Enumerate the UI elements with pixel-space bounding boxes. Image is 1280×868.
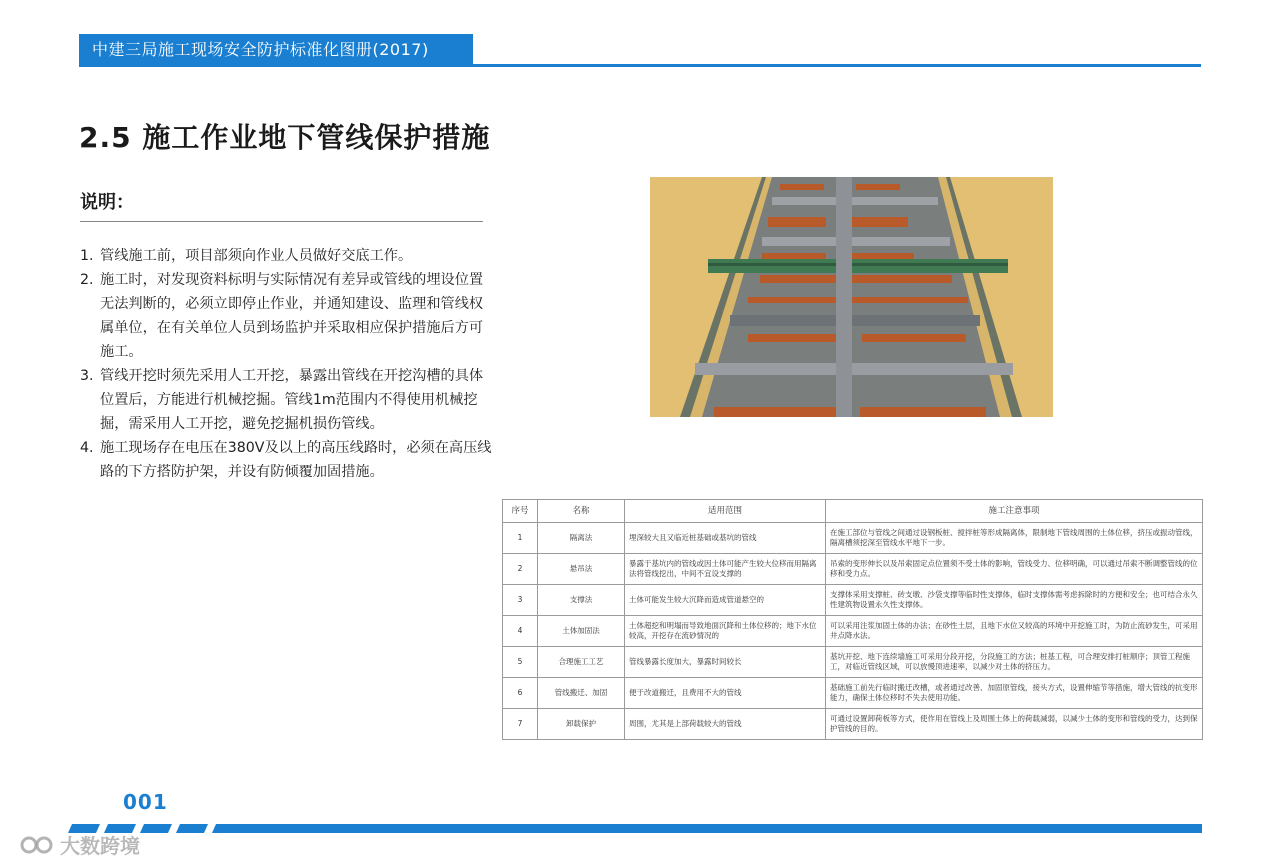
cell-number: 3 [503,585,538,616]
note-text: 管线开挖时须先采用人工开挖，暴露出管线在开挖沟槽的具体位置后，方能进行机械挖掘。管线1m范围内不得使用机械挖掘，需采用人工开挖，避免挖掘机损伤管线。 [100,368,484,432]
cell-scope: 土体超挖和明塌而导致地面沉降和土体位移的；地下水位较高，开挖存在流砂情况的 [625,616,826,647]
footer-bar [240,824,1202,833]
cell-scope: 暴露于基坑内的管线或因土体可能产生较大位移而用隔离法将管线挖出，中间不宜设支撑的 [625,554,826,585]
cell-name: 卸载保护 [538,709,625,740]
page-number: 001 [123,790,168,814]
section-subtitle: 说明： [80,192,134,213]
cell-name: 悬吊法 [538,554,625,585]
cell-number: 5 [503,647,538,678]
note-number: 4. [80,440,94,456]
note-item [80,268,492,364]
cell-notes: 在施工部位与管线之间通过设钢板桩、搅拌桩等形成隔离体，限制地下管线周围的土体位移，挤压或振动管线，隔离槽须挖深至管线水平地下一步。 [826,523,1203,554]
table-row [503,678,1203,709]
note-item [80,244,492,268]
measures-table [502,499,1203,740]
cell-number: 6 [503,678,538,709]
cell-scope: 管线暴露长度加大，暴露时间较长 [625,647,826,678]
cell-number: 4 [503,616,538,647]
col-header-number: 序号 [503,500,538,523]
col-header-name: 名称 [538,500,625,523]
header-rule [79,64,1201,67]
table-header-row [503,500,1203,523]
cell-notes: 可以采用注浆加固土体的办法；在砂性土层，且地下水位又较高的环境中开挖施工时，为防止流砂发生，可采用井点降水法。 [826,616,1203,647]
notes-list [80,244,492,484]
subtitle-divider [80,221,483,222]
cell-name: 合理施工工艺 [538,647,625,678]
cell-notes: 基坑开挖、地下连续墙施工可采用分段开挖，分段施工的方法；桩基工程，可合理安排打桩顺序；顶管工程施工，对临近管线区域，可以放慢顶进速率，以减少对土体的挤压力。 [826,647,1203,678]
cell-name: 土体加固法 [538,616,625,647]
cell-name: 管线搬迁、加固 [538,678,625,709]
table-row [503,554,1203,585]
col-header-scope: 适用范围 [625,500,826,523]
cell-notes: 支撑体采用支撑桩、砖支墩、沙袋支撑等临时性支撑体，临时支撑体需考虑拆除时的方便和安全；也可结合永久性建筑物设置永久性支撑体。 [826,585,1203,616]
note-text: 施工时，对发现资料标明与实际情况有差异或管线的埋设位置无法判断的，必须立即停止作业，并通知建设、监理和管线权属单位，在有关单位人员到场监护并采取相应保护措施后方可施工。 [100,272,484,360]
table-row [503,647,1203,678]
note-number: 1. [80,248,94,264]
cell-number: 7 [503,709,538,740]
cell-number: 2 [503,554,538,585]
header-title: 中建三局施工现场安全防护标准化图册(2017) [92,40,429,59]
watermark [20,830,140,859]
cell-scope: 埋深较大且又临近桩基础或基坑的管线 [625,523,826,554]
note-text: 管线施工前，项目部须向作业人员做好交底工作。 [100,248,413,264]
cell-name: 隔离法 [538,523,625,554]
col-header-notes: 施工注意事项 [826,500,1203,523]
cell-notes: 可通过设置卸荷板等方式，使作用在管线上及周围土体上的荷载减弱，以减少土体的变形和管线的受力，达到保护管线的目的。 [826,709,1203,740]
cell-scope: 周围，尤其是上部荷载较大的管线 [625,709,826,740]
cell-scope: 便于改道搬迁，且费用不大的管线 [625,678,826,709]
note-item [80,436,492,484]
watermark-text: 大数跨境 [60,834,140,858]
pipeline-protection-illustration [650,177,1053,417]
cell-notes: 基础施工前先行临时搬迁改槽，或者通过改善、加固原管线，接头方式，设置伸缩节等措施，增大管线的抗变形能力，确保土体位移时不失去使用功能。 [826,678,1203,709]
cell-notes: 吊索的变形伸长以及吊索固定点位置须不受土体的影响，管线受力、位移明确，可以通过吊索不断调整管线的位移和受力点。 [826,554,1203,585]
note-item [80,364,492,436]
table-row [503,585,1203,616]
note-number: 3. [80,368,94,384]
note-number: 2. [80,272,94,288]
cell-name: 支撑法 [538,585,625,616]
page-title: 2.5 施工作业地下管线保护措施 [79,121,491,154]
cell-number: 1 [503,523,538,554]
table-row [503,709,1203,740]
table-row [503,523,1203,554]
table-row [503,616,1203,647]
watermark-logo-icon [20,833,54,857]
note-text: 施工现场存在电压在380V及以上的高压线路时，必须在高压线路的下方搭防护架，并设有防倾覆加固措施。 [100,440,492,480]
cell-scope: 土体可能发生较大沉降而造成管道悬空的 [625,585,826,616]
